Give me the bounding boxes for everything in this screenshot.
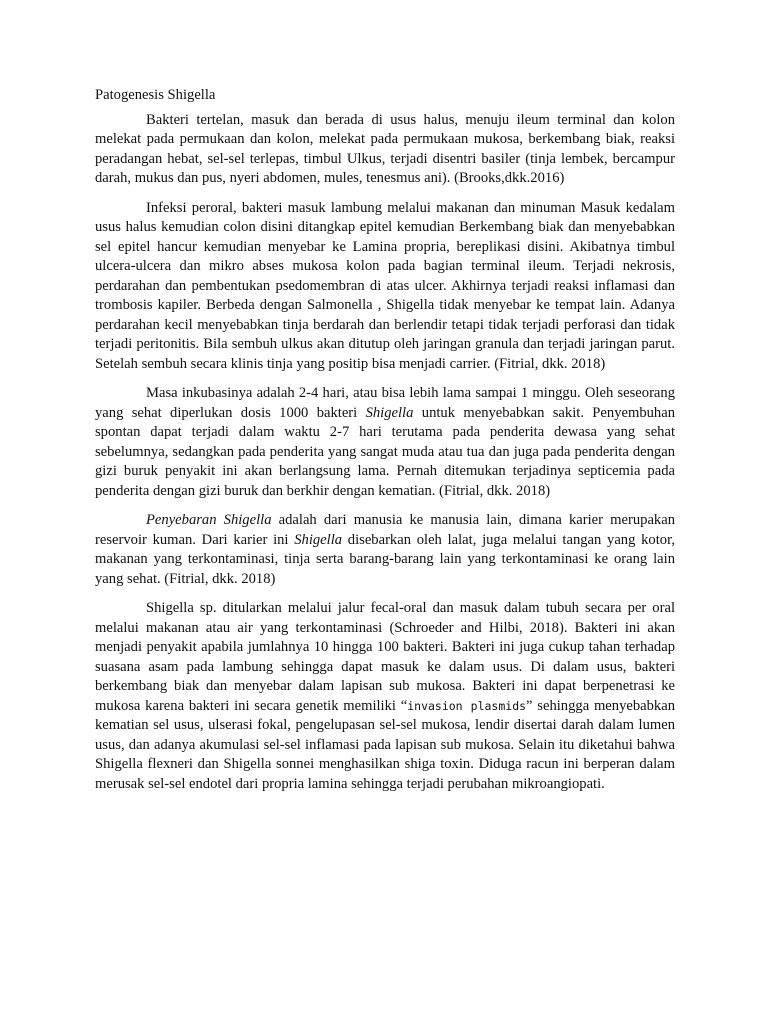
- paragraph-2: Infeksi peroral, bakteri masuk lambung melalui makanan dan minuman Masuk kedalam usus halus kemudian colon disini ditangkap epitel kemudian Berkembang biak dan menyebabkan sel epitel hancur kemudian menyebar ke Lamina propria, bereplikasi disini. Akibatnya timbul ulcera-ulcera dan mikro abses mukosa kolon pada bagian terminal ileum. Terjadi nekrosis, perdarahan dan pembentukan psedomembran di atas ulcer. Akhirnya terjadi reaksi inflamasi dan trombosis kapiler. Berbeda dengan Salmonella , Shigella tidak menyebar ke tempat lain. Adanya perdarahan kecil menyebabkan tinja berdarah dan berlendir tetapi tidak terjadi perforasi dan tidak terjadi peritonitis. Bila sembuh ulkus akan ditutup oleh jaringan granula dan terjadi jaringan parut. Setelah sembuh secara klinis tinja yang positip bisa menjadi carrier. (Fitrial, dkk. 2018): [95, 199, 675, 372]
- paragraph-5: [95, 599, 675, 794]
- paragraph-1: Bakteri tertelan, masuk dan berada di usus halus, menuju ileum terminal dan kolon melekat pada permukaan dan kolon, melekat pada permukaan mukosa, berkembang biak, reaksi peradangan hebat, sel-sel terlepas, timbul Ulkus, terjadi disentri basiler (tinja lembek, bercampur darah, mukus dan pus, nyeri abdomen, mules, tenesmus ani). (Brooks,dkk.2016): [95, 111, 675, 186]
- paragraph-3: [95, 384, 675, 501]
- paragraph-3-text-b: untuk menyebabkan sakit. Penyembuhan spontan dapat terjadi dalam waktu 2-7 hari terutama pada penderita dewasa yang sehat sebelumnya, sedangkan pada penderita yang sangat muda atau tua dan juga pada penderita dengan gizi buruk penyakit ini akan berlangsung lama. Pernah ditemukan terjadinya septicemia pada penderita dengan gizi buruk dan berkhir dengan kematian. (Fitrial, dkk. 2018): [95, 404, 675, 499]
- paragraph-5-text-a: Shigella sp. ditularkan melalui jalur fecal-oral dan masuk dalam tubuh secara per oral melalui makanan atau air yang terkontaminasi (Schroeder and Hilbi, 2018). Bakteri ini akan menjadi penyakit apabila jumlahnya 10 hingga 100 bakteri. Bakteri ini juga cukup tahan terhadap suasana asam pada lambung sehingga dapat masuk ke dalam usus. Di dalam usus, bakteri berkembang biak dan menyebar dalam lapisan sub mukosa. Bakteri ini dapat berpenetrasi ke mukosa karena bakteri ini secara genetik memiliki “: [95, 600, 675, 714]
- paragraph-5-mono: invasion plasmids: [407, 698, 527, 713]
- paragraph-4-text-a: adalah dari manusia ke manusia lain, dimana karier merupakan reservoir kuman. Dari karier ini: [95, 512, 675, 548]
- paragraph-3-text-a: Masa inkubasinya adalah 2-4 hari, atau bisa lebih lama sampai 1 minggu. Oleh seseorang yang sehat diperlukan dosis 1000 bakteri: [95, 385, 675, 421]
- paragraph-3-italic: Shigella: [365, 404, 414, 421]
- paragraph-4-italic-2: Shigella: [294, 531, 343, 548]
- document-page: [95, 86, 675, 804]
- paragraph-5-text-b: ” sehingga menyebabkan kematian sel usus, ulserasi fokal, pengelupasan sel-sel mukosa, lendir disertai darah dalam lumen usus, dan adanya akumulasi sel-sel inflamasi pada lapisan sub mukosa. Selain itu diketahui bahwa Shigella flexneri dan Shigella sonnei menghasilkan shiga toxin. Diduga racun ini berperan dalam merusak sel-sel endotel dari propria lamina sehingga terjadi perubahan mikroangiopati.: [95, 697, 675, 792]
- paragraph-4: [95, 511, 675, 589]
- paragraph-4-italic-1: Penyebaran Shigella: [146, 512, 272, 528]
- page-title: Patogenesis Shigella: [95, 87, 216, 103]
- paragraph-4-text-b: disebarkan oleh lalat, juga melalui tangan yang kotor, makanan yang terkontaminasi, tinja serta barang-barang lain yang terkontaminasi ke orang lain yang sehat. (Fitrial, dkk. 2018): [95, 531, 675, 587]
